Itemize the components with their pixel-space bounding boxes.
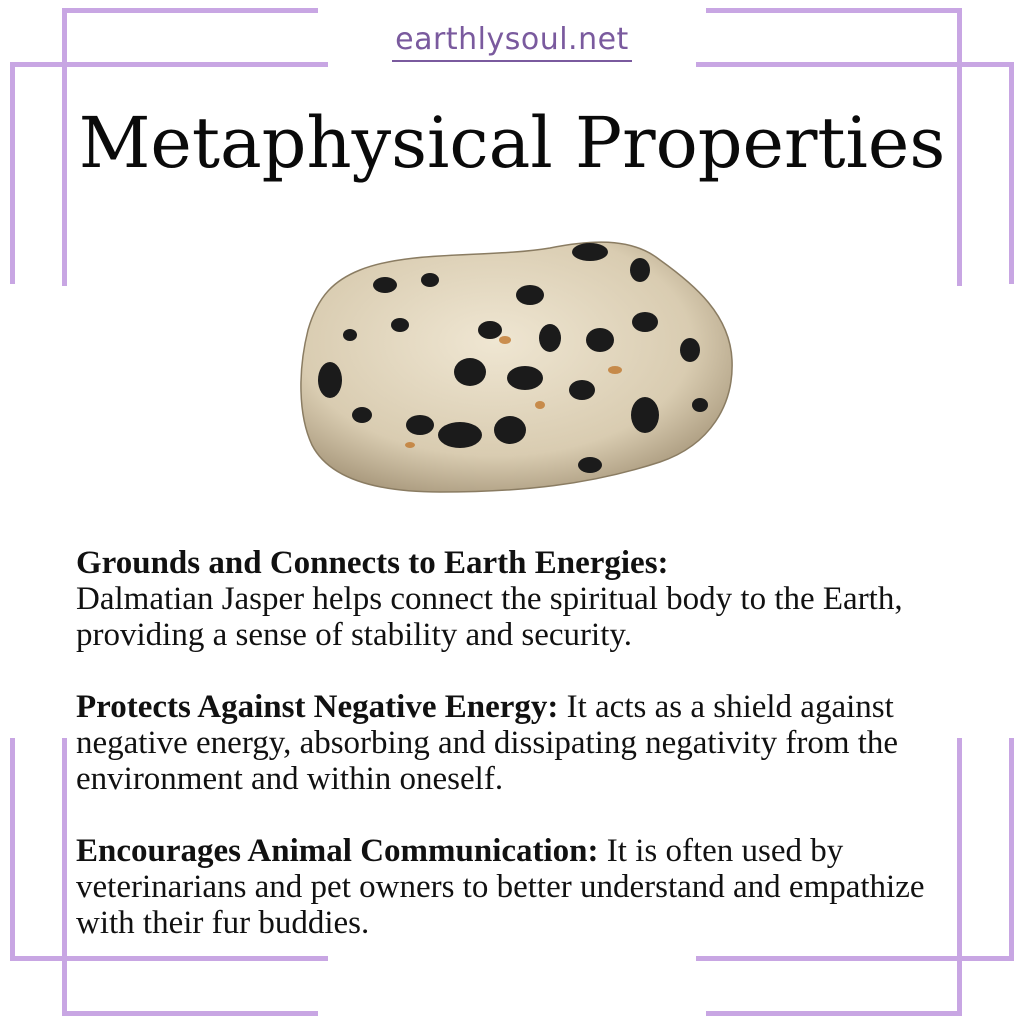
property-body: Dalmatian Jasper helps connect the spiritual body to the Earth, providing a sense of stability and security.	[76, 581, 903, 653]
property-heading: Grounds and Connects to Earth Energies:	[76, 545, 669, 581]
frame-top-outer-right	[706, 8, 962, 13]
logo-underline	[392, 60, 632, 62]
frame-bottom-outer-right	[706, 1011, 962, 1016]
property-item	[76, 689, 966, 797]
property-body: It is often used by veterinarians and pet owners to better understand and empathize with their fur buddies.	[76, 833, 925, 941]
property-item	[76, 833, 966, 941]
frame-top-inner-right	[696, 62, 1014, 67]
site-logo[interactable]	[0, 22, 1024, 57]
property-body: It acts as a shield against negative energy, absorbing and dissipating negativity from the environment and within oneself.	[76, 689, 899, 797]
frame-top-outer-left	[62, 8, 318, 13]
frame-right-outer-bottom	[1009, 738, 1014, 960]
property-heading: Protects Against Negative Energy:	[76, 689, 559, 725]
property-item	[76, 545, 966, 653]
frame-left-outer-bottom	[10, 738, 15, 960]
page-title: Metaphysical Properties	[78, 102, 946, 184]
property-heading: Encourages Animal Communication:	[76, 833, 599, 869]
logo-text: earthlysoul.net	[395, 22, 629, 57]
frame-bottom-outer-left	[62, 1011, 318, 1016]
frame-top-inner-left	[10, 62, 328, 67]
frame-left-inner-bottom	[62, 738, 67, 1016]
dalmatian-jasper-stone-icon	[290, 230, 740, 505]
properties-list	[76, 545, 966, 977]
